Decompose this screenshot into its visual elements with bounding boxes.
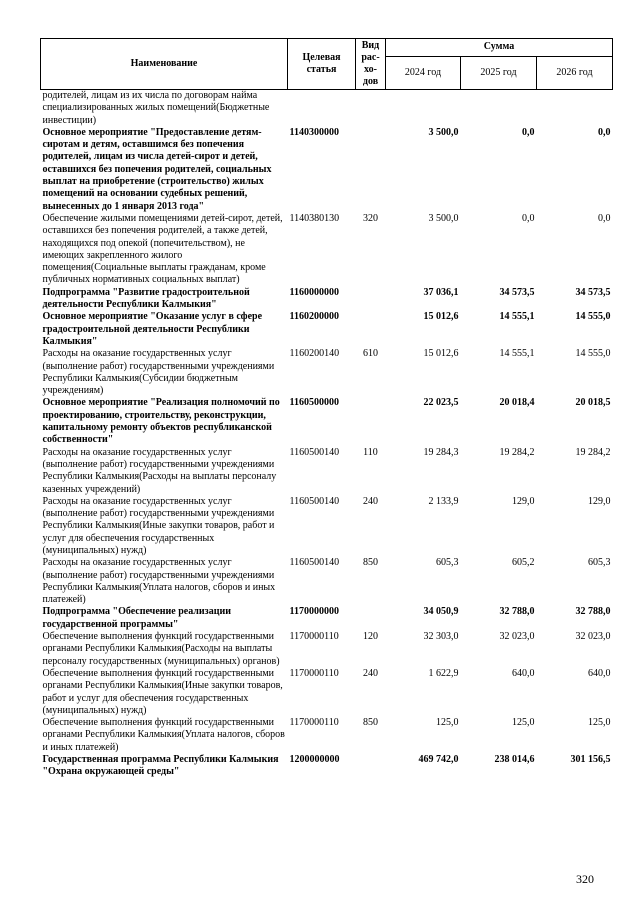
cell-type (356, 287, 386, 312)
cell-type: 240 (363, 495, 378, 507)
cell-2026: 19 284,2 (575, 446, 611, 458)
cell-code: 1160200140 (289, 348, 340, 360)
cell-type (356, 754, 386, 779)
cell-2025: 125,0 (512, 717, 535, 729)
cell-name: Расходы на оказание государственных услуг (выполнение работ) государственными учреждениями Республики Калмыкия(Расходы на выплаты персоналу казенных учреждений) (42, 446, 277, 495)
cell-code: 1160500140 (289, 446, 340, 458)
table-row (41, 631, 613, 668)
table-row (41, 754, 613, 779)
cell-2024: 469 742,0 (418, 754, 459, 766)
cell-2025: 20 018,4 (499, 397, 535, 409)
cell-name: Обеспечение выполнения функций государственными органами Республики Калмыкия(Иные закупки товаров, работ и услуг для обеспечения государственных (муниципальных) нужд) (42, 667, 283, 716)
cell-2024: 3 500,0 (428, 126, 459, 138)
cell-code: 1140300000 (289, 126, 339, 138)
cell-2024: 605,3 (436, 557, 459, 569)
column-header-type: Вид рас- хо- дов (356, 39, 386, 90)
cell-2025: 129,0 (512, 495, 535, 507)
cell-2026: 605,3 (588, 557, 611, 569)
cell-2025: 14 555,1 (499, 311, 535, 323)
cell-name: Расходы на оказание государственных услуг (выполнение работ) государственными учреждениями Республики Калмыкия(Уплата налогов, сборов и иных платежей) (42, 557, 276, 606)
cell-2024: 2 133,9 (428, 495, 459, 507)
cell-2026: 20 018,5 (575, 397, 611, 409)
cell-2026: 129,0 (588, 495, 611, 507)
cell-2025: 19 284,2 (499, 446, 535, 458)
table-row (41, 606, 613, 631)
cell-type: 120 (363, 631, 378, 643)
cell-code: 1170000110 (289, 631, 339, 643)
cell-2026: 125,0 (588, 717, 611, 729)
column-header-2025: 2025 год (461, 56, 537, 89)
cell-2026: 0,0 (598, 212, 611, 224)
cell-name: Обеспечение выполнения функций государственными органами Республики Калмыкия(Уплата налогов, сборов и иных платежей) (42, 717, 285, 753)
cell-2026: 14 555,0 (575, 348, 611, 360)
cell-2025: 34 573,5 (499, 286, 535, 298)
column-header-2024: 2024 год (386, 56, 461, 89)
table-row (41, 447, 613, 496)
cell-2024: 15 012,6 (423, 311, 459, 323)
cell-2024: 37 036,1 (423, 286, 459, 298)
cell-2025: 0,0 (522, 126, 535, 138)
table-body (41, 90, 613, 779)
table-row (41, 213, 613, 287)
cell-type (356, 127, 386, 213)
cell-code: 1170000110 (289, 667, 339, 679)
cell-2024: 125,0 (436, 717, 459, 729)
cell-2026: 0,0 (598, 126, 611, 138)
cell-2025 (461, 90, 537, 127)
cell-2025: 605,2 (512, 557, 535, 569)
column-header-name: Наименование (41, 39, 288, 90)
table-header (41, 39, 613, 90)
cell-name: родителей, лицам из их числа по договорам найма специализированных жилых помещений(Бюджетные инвестиции) (42, 90, 270, 126)
cell-code (288, 90, 356, 127)
cell-type: 850 (363, 717, 378, 729)
table-row (41, 496, 613, 557)
table-row (41, 287, 613, 312)
cell-2024 (386, 90, 461, 127)
cell-type (356, 397, 386, 446)
cell-2026 (537, 90, 613, 127)
cell-2024: 15 012,6 (423, 348, 459, 360)
cell-2024: 32 303,0 (423, 631, 459, 643)
cell-code: 1160000000 (289, 286, 339, 298)
cell-name: Основное мероприятие "Оказание услуг в сфере градостроительной деятельности Республики Калмыкия" (42, 311, 263, 347)
cell-name: Государственная программа Республики Калмыкия "Охрана окружающей среды" (42, 754, 279, 778)
cell-code: 1140380130 (289, 212, 340, 224)
cell-code: 1160500140 (289, 557, 340, 569)
cell-2026: 301 156,5 (570, 754, 611, 766)
table-row (41, 397, 613, 446)
cell-2026: 32 788,0 (575, 606, 611, 618)
cell-2026: 14 555,0 (575, 311, 611, 323)
cell-type: 320 (363, 212, 378, 224)
table-row (41, 717, 613, 754)
cell-name: Обеспечение выполнения функций государственными органами Республики Калмыкия(Расходы на выплаты персоналу государственных (муниципальных) органов) (42, 631, 280, 667)
cell-name: Основное мероприятие "Реализация полномочий по проектированию, строительству, реконструкции, капитальному ремонту объектов республиканской собственности" (42, 397, 280, 446)
cell-name: Подпрограмма "Обеспечение реализации государственной программы" (42, 606, 231, 630)
table-row (41, 127, 613, 213)
cell-2024: 1 622,9 (428, 667, 459, 679)
table-row (41, 668, 613, 717)
cell-type: 850 (363, 557, 378, 569)
table-row (41, 557, 613, 606)
cell-name: Расходы на оказание государственных услуг (выполнение работ) государственными учреждениями Республики Калмыкия(Субсидии бюджетным учреждениям) (42, 348, 275, 397)
cell-type (356, 311, 386, 348)
cell-2025: 32 023,0 (499, 631, 535, 643)
cell-code: 1160200000 (289, 311, 339, 323)
budget-table (40, 38, 613, 779)
cell-code: 1160500000 (289, 397, 339, 409)
cell-2025: 32 788,0 (499, 606, 535, 618)
cell-name: Обеспечение жилыми помещениями детей-сирот, детей, оставшихся без попечения родителей, а также детей, находящихся под опекой (попечительством), не имеющих закрепленного жилого помещения(Социальные выплаты гражданам, кроме публичных нормативных социальных выплат) (42, 212, 283, 286)
cell-name: Подпрограмма "Развитие градостроительной деятельности Республики Калмыкия" (42, 286, 250, 311)
cell-2025: 0,0 (522, 212, 535, 224)
page-number: 320 (576, 872, 594, 886)
cell-type: 240 (363, 667, 378, 679)
cell-name: Расходы на оказание государственных услуг (выполнение работ) государственными учреждениями Республики Калмыкия(Иные закупки товаров, работ и услуг для обеспечения государственных (муниципальных) нужд) (42, 495, 275, 556)
table-row (41, 311, 613, 348)
cell-code: 1170000000 (289, 606, 339, 618)
cell-type (356, 606, 386, 631)
column-header-code: Целевая статья (288, 39, 356, 90)
cell-code: 1170000110 (289, 717, 339, 729)
cell-2024: 22 023,5 (423, 397, 459, 409)
cell-2024: 3 500,0 (428, 212, 459, 224)
cell-2026: 34 573,5 (575, 286, 611, 298)
cell-2025: 640,0 (512, 667, 535, 679)
cell-code: 1200000000 (289, 754, 340, 766)
cell-type (356, 90, 386, 127)
column-header-sum: Сумма (386, 39, 613, 57)
column-header-2026: 2026 год (537, 56, 613, 89)
cell-2026: 32 023,0 (575, 631, 611, 643)
cell-name: Основное мероприятие "Предоставление детям-сиротам и детям, оставшимся без попечения родителей, лицам из числа детей-сирот и детей, оставшихся без попечения родителей, социальных выплат на приобретение (строительство) жилых помещений на основании судебных решений, вынесенных до 1 января 2013 года" (42, 126, 272, 212)
cell-2024: 34 050,9 (423, 606, 459, 618)
cell-code: 1160500140 (289, 495, 340, 507)
cell-2024: 19 284,3 (423, 446, 459, 458)
table-row (41, 348, 613, 397)
cell-2025: 14 555,1 (499, 348, 535, 360)
cell-2025: 238 014,6 (494, 754, 535, 766)
cell-type: 610 (363, 348, 378, 360)
cell-type: 110 (363, 446, 378, 458)
table-row (41, 90, 613, 127)
cell-2026: 640,0 (588, 667, 611, 679)
